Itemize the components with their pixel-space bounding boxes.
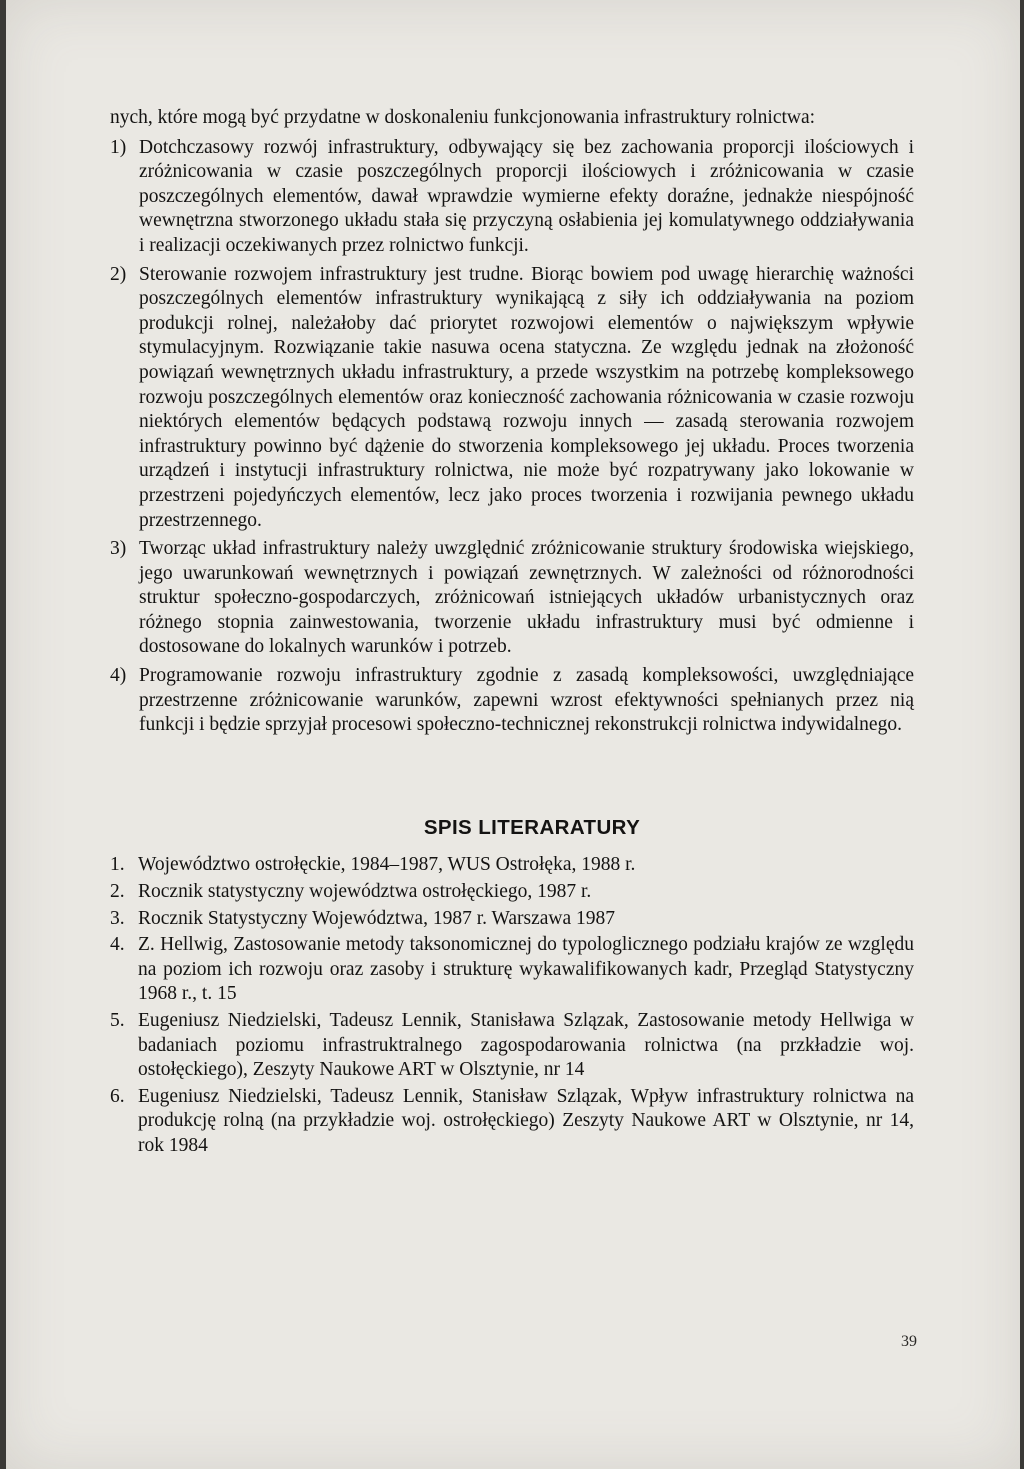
references-list <box>110 853 914 1158</box>
list-item <box>110 263 914 534</box>
reference-text: Z. Hellwig, Zastosowanie metody taksonomicznej do typologlicznego podziału krajów ze względu na poziom ich rozwoju oraz zasoby i strukturę wykawalifikowanych kadr, Przegląd Statystyczny 1968 r., t. 15 <box>138 934 914 1005</box>
reference-text: Eugeniusz Niedzielski, Tadeusz Lennik, Stanisława Szlązak, Zastosowanie metody Hellwiga w badaniach poziomu infrastruktralnego zagospodarowania rolnictwa (na przkładzie woj. ostołęckiego), Zeszyty Naukowe ART w Olsztynie, nr 14 <box>138 1010 914 1081</box>
item-number: 2) <box>110 263 127 285</box>
reference-number: 2. <box>110 881 125 903</box>
item-number: 4) <box>110 665 127 687</box>
item-text: Programowanie rozwoju infrastruktury zgodnie z zasadą kompleksowości, uwzględniające przestrzenne zróżnicowanie warunków, zapewni wzrost efektywności spełnianych przez nią funkcji i będzie sprzyjał procesowi społeczno-technicznej rekonstrukcji rolnictwa indywidalnego. <box>139 665 914 736</box>
intro-paragraph: nych, które mogą być przydatne w doskonaleniu funkcjonowania infrastruktury rolnictwa: <box>110 107 816 128</box>
item-text: Tworząc układ infrastruktury należy uwzględnić zróżnicowanie struktury środowiska wiejskiego, jego uwarunkowań wewnętrznych i powiązań zewnętrznych. W zależności od różnorodności struktur społeczno-gospodarczych, zróżnicowań istniejących układów urbanistycznych oraz różnego stopnia zainwestowania, tworzenie układu infrastruktury musi być odmienne i dostosowane do lokalnych warunków i potrzeb. <box>139 538 914 658</box>
reference-text: Województwo ostrołęckie, 1984–1987, WUS Ostrołęka, 1988 r. <box>138 854 636 876</box>
reference-number: 6. <box>110 1085 125 1107</box>
conclusions-list <box>110 136 914 738</box>
item-text: Dotchczasowy rozwój infrastruktury, odbywający się bez zachowania proporcji ilościowych i zróżnicowania w czasie poszczególnych proporcji ilościowych i zróżnicowania w czasie poszczególnych elementów, dawał wprawdzie wymierne efekty doraźne, jednakże niespójność wewnętrzna stworzonego układu stała się przyczyną osłabienia jej komulatywnego oddziaływania i realizacji oczekiwanych przez rolnictwo funkcji. <box>139 136 914 256</box>
reference-item <box>110 853 914 878</box>
reference-number: 3. <box>110 907 125 929</box>
reference-number: 4. <box>110 934 125 956</box>
reference-item <box>110 1009 914 1083</box>
page-text <box>110 106 914 1161</box>
reference-text: Rocznik statystyczny województwa ostrołęckiego, 1987 r. <box>138 881 592 903</box>
references-heading: SPIS LITERARATURY <box>423 815 641 839</box>
reference-number: 5. <box>110 1010 125 1031</box>
reference-text: Eugeniusz Niedzielski, Tadeusz Lennik, Stanisław Szlązak, Wpływ infrastruktury rolnictwa na produkcję rolną (na przykładzie woj. ostrołęckiego) Zeszyty Naukowe ART w Olsztynie, nr 14, rok 1984 <box>138 1085 914 1156</box>
list-item <box>110 136 914 259</box>
item-number: 3) <box>110 538 127 560</box>
reference-item <box>110 907 914 932</box>
page-number: 39 <box>901 1333 917 1350</box>
reference-item <box>110 933 914 1007</box>
document-page <box>6 0 1020 1469</box>
reference-item <box>110 880 914 905</box>
reference-number: 1. <box>110 854 125 876</box>
list-item <box>110 537 914 660</box>
item-number: 1) <box>110 136 127 158</box>
reference-text: Rocznik Statystyczny Województwa, 1987 r. Warszawa 1987 <box>138 907 616 929</box>
list-item <box>110 664 914 738</box>
item-text: Sterowanie rozwojem infrastruktury jest trudne. Biorąc bowiem pod uwagę hierarchię ważności poszczególnych elementów infrastruktury wynikającą z siły ich oddziaływania na poziom produkcji rolnej, należałoby dać priorytet rozwojowi elementów o największym wpływie stymulacyjnym. Rozwiązanie takie nasuwa ocena statyczna. Ze względu jednak na złożoność powiązań wewnętrznych układu infrastruktury, a przede wszystkim na potrzebę kompleksowego rozwoju poszczególnych elementów oraz konieczność zachowania różnicowania w czasie rozwoju niektórych elementów będących podstawą rozwoju innych — zasadą sterowania rozwojem infrastruktury powinno być dążenie do stworzenia kompleksowego jej układu. Proces tworzenia urządzeń i instytucji infrastruktury rolnictwa, nie może być rozpatrywany jako lokowanie w przestrzeni pojedyńczych elementów, lecz jako proces tworzenia i rozwijania pewnego układu przestrzennego. <box>139 263 914 531</box>
reference-item <box>110 1085 914 1159</box>
